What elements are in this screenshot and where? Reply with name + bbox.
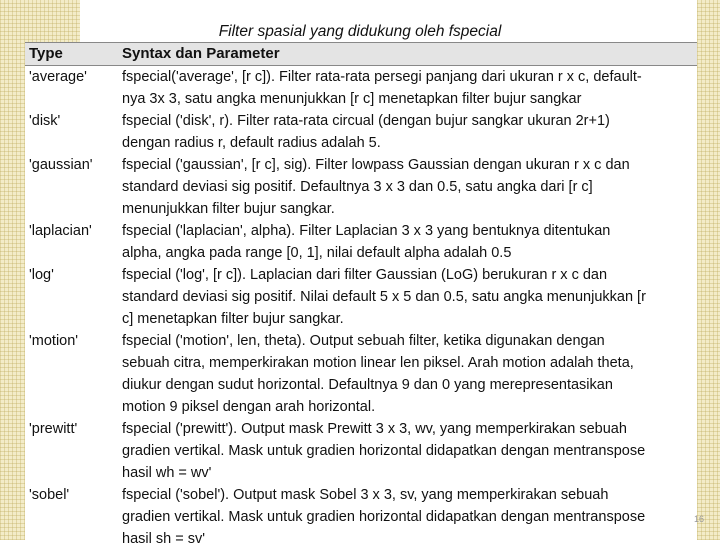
filter-type: 'prewitt'	[29, 421, 78, 437]
syntax-line: standard deviasi sig positif. Defaultnya 3 x 3 dan 0.5, satu angka dari [r c]	[122, 179, 593, 195]
table-row	[25, 110, 697, 154]
syntax-line: motion 9 piksel dengan arah horizontal.	[122, 399, 376, 415]
table-row	[25, 264, 697, 330]
syntax-line: nya 3x 3, satu angka menunjukkan [r c] menetapkan filter bujur sangkar	[122, 91, 582, 107]
syntax-line: fspecial ('log', [r c]). Laplacian dari filter Gaussian (LoG) berukuran r x c dan	[122, 267, 608, 283]
table-row	[25, 154, 697, 220]
syntax-line: gradien vertikal. Mask untuk gradien horizontal didapatkan dengan mentranspose	[122, 509, 646, 525]
filter-type: 'disk'	[29, 113, 61, 129]
slide-title: Filter spasial yang didukung oleh fspecial	[218, 23, 502, 40]
syntax-line: sebuah citra, memperkirakan motion linear len piksel. Arah motion adalah theta,	[122, 355, 634, 371]
filter-type: 'gaussian'	[29, 157, 93, 173]
filter-syntax	[122, 66, 697, 110]
table-header	[25, 42, 697, 66]
table-row	[25, 66, 697, 110]
syntax-line: c] menetapkan filter bujur sangkar.	[122, 311, 344, 327]
table-row	[25, 484, 697, 550]
right-decorative-pattern	[697, 0, 720, 540]
syntax-line: hasil wh = wv'	[122, 465, 212, 481]
syntax-line: fspecial ('motion', len, theta). Output sebuah filter, ketika digunakan dengan	[122, 333, 605, 349]
syntax-line: diukur dengan sudut horizontal. Defaultnya 9 dan 0 yang merepresentasikan	[122, 377, 613, 393]
syntax-line: standard deviasi sig positif. Nilai default 5 x 5 dan 0.5, satu angka menunjukkan [r	[122, 289, 646, 305]
table-row	[25, 220, 697, 264]
syntax-line: fspecial ('sobel'). Output mask Sobel 3 x 3, sv, yang memperkirakan sebuah	[122, 487, 609, 503]
syntax-line: gradien vertikal. Mask untuk gradien horizontal didapatkan dengan mentranspose	[122, 443, 646, 459]
filter-syntax	[122, 154, 697, 220]
filter-syntax	[122, 220, 697, 264]
syntax-line: fspecial ('gaussian', [r c], sig). Filter lowpass Gaussian dengan ukuran r x c dan	[122, 157, 630, 173]
syntax-line: fspecial ('disk', r). Filter rata-rata circual (dengan bujur sangkar ukuran 2r+1)	[122, 113, 610, 129]
table-row	[25, 330, 697, 418]
table-body	[25, 66, 697, 550]
syntax-line: fspecial ('prewitt'). Output mask Prewitt 3 x 3, wv, yang memperkirakan sebuah	[122, 421, 627, 437]
syntax-line: fspecial ('laplacian', alpha). Filter Laplacian 3 x 3 yang bentuknya ditentukan	[122, 223, 611, 239]
page-number: 16	[694, 514, 705, 524]
filter-syntax	[122, 330, 697, 418]
syntax-line: hasil sh = sv'	[122, 531, 205, 547]
filter-type: 'average'	[29, 69, 87, 85]
syntax-line: alpha, angka pada range [0, 1], nilai default alpha adalah 0.5	[122, 245, 512, 261]
syntax-line: menunjukkan filter bujur sangkar.	[122, 201, 335, 217]
filter-type: 'log'	[29, 267, 54, 283]
filter-syntax	[122, 264, 697, 330]
filter-type: 'laplacian'	[29, 223, 92, 239]
syntax-line: dengan radius r, default radius adalah 5.	[122, 135, 381, 151]
filter-syntax	[122, 484, 697, 550]
table-row	[25, 418, 697, 484]
filter-syntax	[122, 418, 697, 484]
header-syntax: Syntax dan Parameter	[122, 45, 280, 62]
header-type: Type	[29, 45, 63, 62]
filter-type: 'motion'	[29, 333, 79, 349]
syntax-line: fspecial('average', [r c]). Filter rata-rata persegi panjang dari ukuran r x c, default-	[122, 69, 642, 85]
filter-syntax	[122, 110, 697, 154]
filter-table	[25, 42, 697, 547]
filter-type: 'sobel'	[29, 487, 70, 503]
